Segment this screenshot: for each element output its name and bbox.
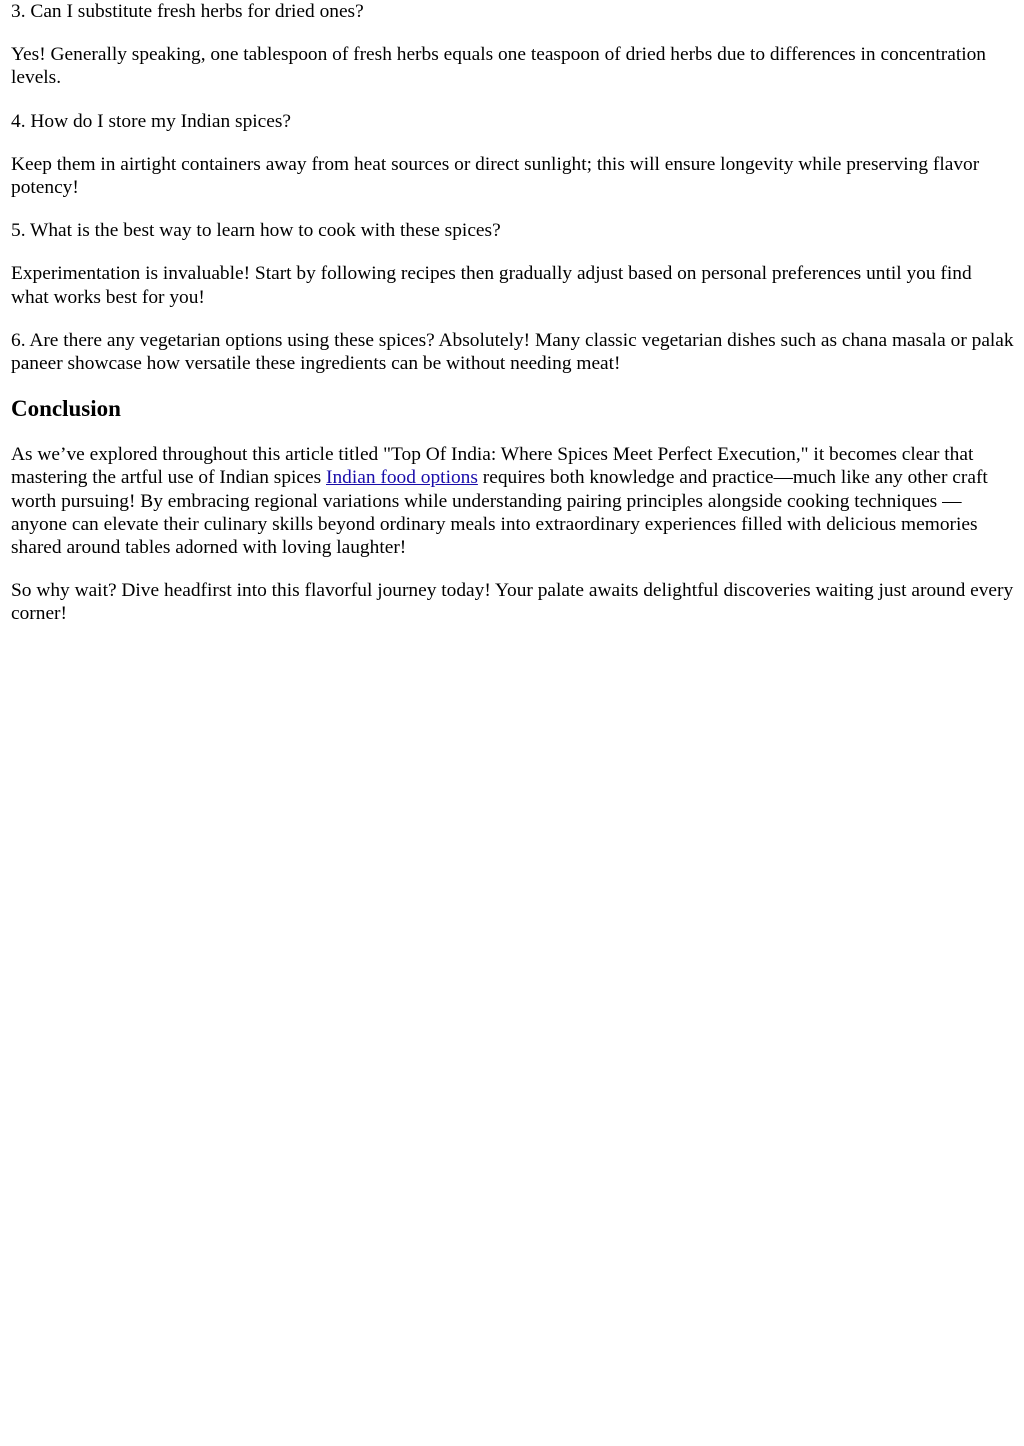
conclusion-text-before-link: As we’ve explored throughout this article titled "Top Of India: Where Spices Meet Perfect Execution," it becomes clear that mastering the artful use of Indian spices [11, 444, 974, 489]
conclusion-paragraph-2: So why wait? Dive headfirst into this flavorful journey today! Your palate awaits delightful discoveries waiting just around every corner! [11, 580, 1014, 625]
conclusion-heading: Conclusion [11, 396, 121, 422]
article-body [0, 0, 1024, 626]
indian-food-options-link[interactable]: Indian food options [326, 467, 478, 489]
faq-question-4: 4. How do I store my Indian spices? [11, 110, 292, 132]
conclusion-text-after-link: requires both knowledge and practice—much like any other craft worth pursuing! By embracing regional variations while understanding pairing principles alongside cooking techniques — anyone can elevate their culinary skills beyond ordinary meals into extraordinary experiences filled with delicious memories shared around tables adorned with loving laughter! [11, 467, 988, 559]
faq-answer-4: Keep them in airtight containers away from heat sources or direct sunlight; this will ensure longevity while preserving flavor potency! [11, 153, 980, 199]
conclusion-paragraph-1 [11, 443, 1014, 559]
faq-question-6: 6. Are there any vegetarian options using these spices? Absolutely! Many classic vegetarian dishes such as chana masala or palak paneer showcase how versatile these ingredients can be without needing meat! [11, 329, 1014, 375]
faq-answer-3: Yes! Generally speaking, one tablespoon of fresh herbs equals one teaspoon of dried herbs due to differences in concentration levels. [11, 44, 986, 89]
faq-answer-5: Experimentation is invaluable! Start by following recipes then gradually adjust based on personal preferences until you find what works best for you! [11, 263, 972, 308]
faq-question-3: 3. Can I substitute fresh herbs for dried ones? [11, 1, 364, 22]
faq-question-5: 5. What is the best way to learn how to cook with these spices? [11, 220, 501, 242]
